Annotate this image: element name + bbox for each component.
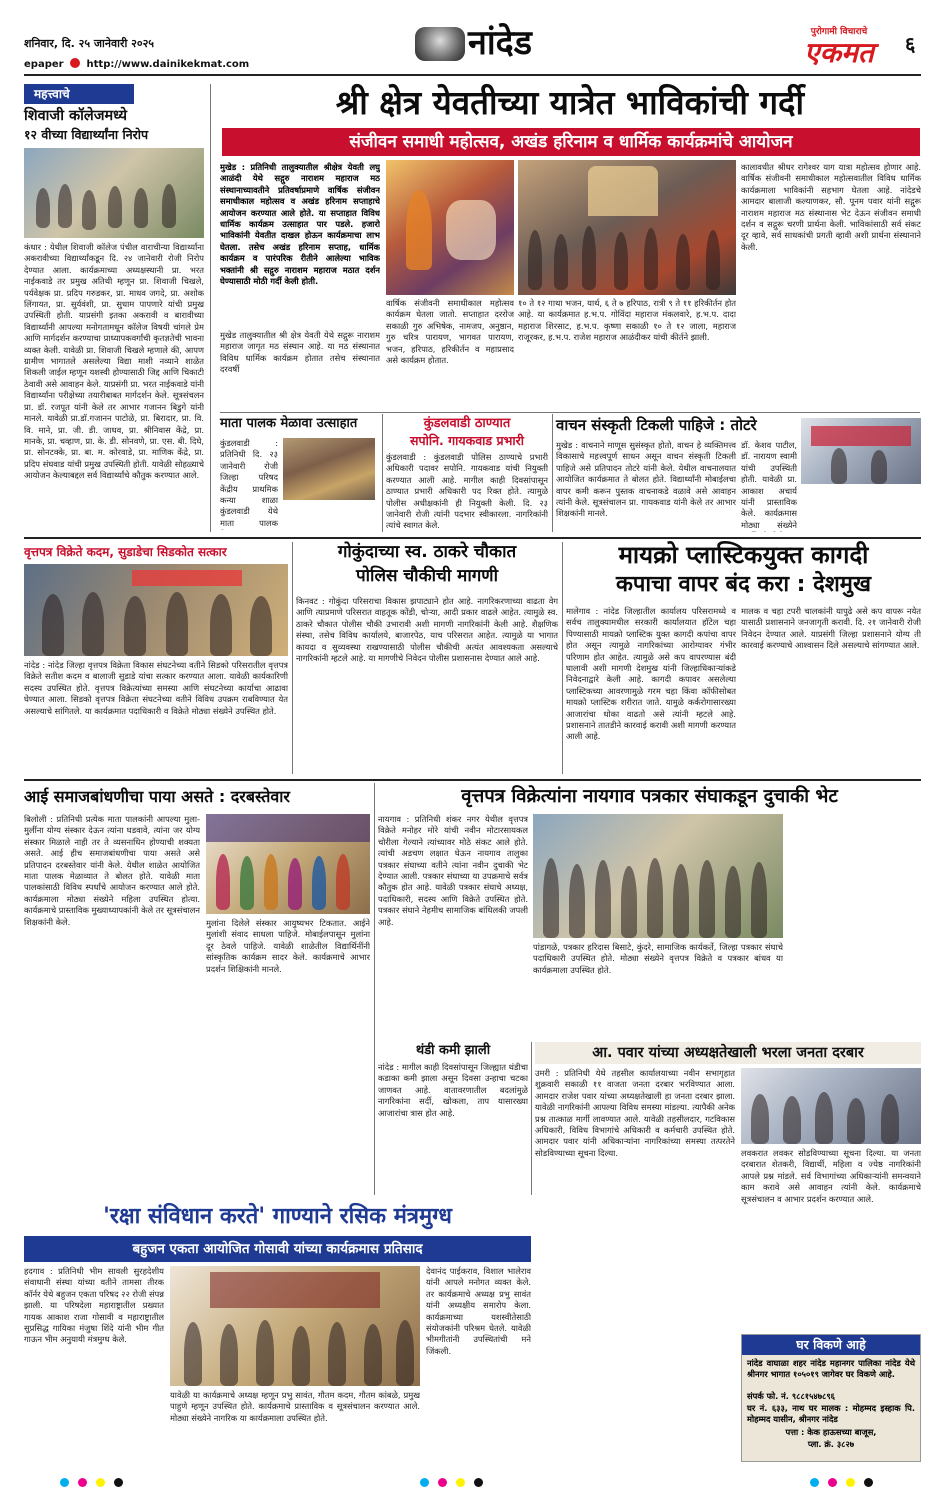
lead-col-1: मुखेड तालुक्यातील श्री क्षेत्र येवती येथे सद्गुरू नाराशम महाराज जागृत मठ संस्थान आहे. या मठ संस्थानात विविध धार्मिक कार्यक्रम होतात तसेच संस्थानात दरवर्षी [220,330,380,375]
lead-col-3: १० ते १२ गाथा भजन, यार्थ, ६ ते ७ हरिपाठ, रात्री ९ ते ११ हरिकीर्तन होत आहे. या कार्यक्रमात ह.भ.प. गोविंदा महाराज मंकलवारे, ह.भ.प. दादा महाराज शिरसाट, ह.भ.प. कृष्णा सकाळी १० ते १२ जाला, महाराज राजूरकर, ह.भ.प. राजेश महाराज आळंदीकर यांची कीर्तने झाली. [518,298,736,343]
side-box-label: महत्त्वाचे [24,84,134,104]
page-number: ६ [905,32,916,56]
mata-palak-body-continued [220,504,380,532]
kundalwadi-subheadline: सपोनि. गायकवाड प्रभारी [410,433,524,448]
vruttapatra-body: नांदेड : नांदेड जिल्हा वृत्तपत्र विक्रेता विकास संघटनेच्या वतीने सिडको परिसरातील वृत्तपत्र विक्रेते सतीश कदम व बालाजी सुडाडे यांचा सत्कार करण्यात आला. यावेळी कार्यकारिणी सदस्य उपस्थित होते. वृत्तपत्र विक्रेत्यांच्या समस्या आणि संघटनेच्या कार्याचा आढावा घेण्यात आला. सिडको वृत्तपत्र विक्रेता संघटनेच्या वतीने विविध उपक्रम राबविण्यात येत असल्याचे सांगितले. या कार्यक्रमात पदाधिकारी व विक्रेते मोठ्या संख्येने उपस्थित होते. [24,660,288,716]
lead-photo-1 [386,160,514,295]
column-divider [374,783,375,1195]
lead-subheadline: संजीवन समाधी महोत्सव, अखंड हरिनाम व धार्मिक कार्यक्रमांचे आयोजन [222,128,920,156]
naygaon-headline: वृत्तपत्र विक्रेत्यांना नायगाव पत्रकार संघाकडून दुचाकी भेट [461,786,838,807]
micro-plastic-headline-1: मायक्रो प्लास्टिकयुक्त कागदी [618,541,869,569]
print-color-bar [0,1474,945,1494]
raksha-subheadline: बहुजन एकता आयोजित गोसावी यांच्या कार्यक्रमास प्रतिसाद [24,1236,531,1262]
vruttapatra-headline: वृत्तपत्र विक्रेते कदम, सुडाडेचा सिडकोत सत्कार [24,545,227,559]
aai-samaj-photo [206,814,370,914]
pawar-body-2: लवकरात लवकर सोडविण्याच्या सूचना दिल्या. या जनता दरबारात शेतकरी, विद्यार्थी, महिला व ज्येष्ठ नागरिकांनी आपले प्रश्न मांडले. सर्व विभागांच्या अधिकाऱ्यांनी समन्वयाने काम करावे असे आवाहन त्यांनी केले. कार्यक्रमाचे सूत्रसंचालन व आभार प्रदर्शन करण्यात आले. [741,1148,921,1204]
section-rule [24,779,921,781]
column-divider [210,84,211,532]
ghar-landmark: पत्ता : केक हाऊसच्या बाजूस, [785,1427,877,1437]
column-divider [292,542,293,774]
column-divider [562,542,563,774]
lead-intro: मुखेड : प्रतिनिधी तालुक्यातील श्रीक्षेत्र येवती लघु आळंदी येथे सद्गुरु नाराशम महाराज मठ संस्थानाच्यावतीने प्रतिवर्षाप्रमाणे वार्षिक संजीवन समाधीकाल महोत्सव व अखंड हरिनाम सप्ताहाचे आयोजन करण्यात आले होते. या सप्ताहात विविध धार्मिक कार्यक्रम उत्साहात पार पडले. हजारो भाविकांनी येवतीत दाखल होऊन कार्यक्रमाचा लाभ घेतला. तसेच अखंड हरिनाम सप्ताह, धार्मिक कार्यक्रम व पारंपरिक रीतीने आलेल्या भाविक भक्तांनी श्री सद्गुरु नाराशम महाराज मठात दर्शन घेण्यासाठी मोठी गर्दी केली होती. [220,162,380,287]
ghar-header: घर विकणे आहे [742,1335,920,1355]
vachan-body-2: डॉ. केशव पाटील, डॉ. नारायण स्वामी यांची उपस्थिती होती. यावेळी प्रा. आकाश अचार्य यांनी प्रास्ताविक केले. कार्यक्रमास मोठ्या संख्येने [741,440,797,530]
raksha-body-2: यावेळी या कार्यक्रमाचे अध्यक्ष म्हणून प्रभु सावंत, गौतम कदम, गौतम कांबळे, प्रमुख पाहुणे म्हणून उपस्थित होते. कार्यक्रमाचे प्रास्ताविक व सूत्रसंचालन करण्यात आले. मोठ्या संख्येने नागरिक या कार्यक्रमाला उपस्थित होते. [170,1390,420,1423]
city-name: नांदेड [468,23,532,63]
naygaon-photo [533,814,783,938]
vruttapatra-photo [24,564,288,656]
pawar-photo [741,1068,921,1144]
column-divider [382,414,383,532]
side-box [24,84,204,532]
raksha-headline: 'रक्षा संविधान करते' गाण्याने रसिक मंत्रमुग्ध [103,1204,452,1229]
gokunda-headline-1: गोकुंदाच्या स्व. ठाकरे चौकात [337,542,517,562]
ghar-contact: संपर्क फो. नं. ९८८१५४७८९६ [747,1391,835,1401]
city-logo-icon [415,27,465,61]
thandi-body: नांदेड : मागील काही दिवसांपासून जिल्ह्यात थंडीचा कडाका कमी झाला असून दिवसा उन्हाचा चटका जाणवत आहे. वातावरणातील बदलांमुळे नागरिकांना सर्दी, खोकला, ताप यासारख्या आजारांचा त्रास होत आहे. [378,1062,528,1118]
date-line: शनिवार, दि. २५ जानेवारी २०२५ [24,37,155,50]
website-link[interactable]: http://www.dainikekmat.com [86,59,250,70]
lead-col-5: कालावधीत श्रीधर रागेश्वर याग यात्रा महोत्सव होणार आहे. वार्षिक संजीवनी समाधीकाल महोत्सवातील विविध धार्मिक कार्यक्रमाला भाविकांनी सहभाग घेतला आहे. नांदेडचे आमदार बालाजी कल्याणकर, सौ. पूनम पवार यांनी सद्गुरू नाराशम महाराज मठ संस्थानास भेट देऊन संजीवन समाधी दर्शन व सद्गुरू चरणी प्रार्थना केली. भाविकांसाठी सर्व संकट दूर व्हावे, सर्व साधकांची प्रगती व्हावी अशी प्रार्थना संस्थानाने केली. [741,162,921,252]
micro-plastic-body-2: मालक व चहा टपरी चालकांनी यापुढे असे कप वापरू नयेत यासाठी प्रशासनाने जनजागृती करावी. दि. २१ जानेवारी रोजी निवेदन देण्यात आले. याप्रसंगी जिल्हा प्रशासनाने योग्य ती कारवाई करण्याचे आश्वासन दिले असल्याचे सांगण्यात आले. [741,606,921,651]
section-rule [24,537,921,539]
side-box-title-2: १२ वीच्या विद्यार्थ्यांना निरोप [24,127,149,142]
raksha-body-3: देवानंद पाईकराव, विशाल भालेराव यांनी आपले मनोगत व्यक्त केले. तर कार्यक्रमाचे अध्यक्ष प्रभु सावंत यांनी अध्यक्षीय समारोप केला. कार्यक्रमाच्या यशस्वीतेसाठी संयोजकांनी परिश्रम घेतले. यावेळी भीमगीतांनी उपस्थितांची मने जिंकली. [426,1266,531,1356]
ghar-body: नांदेड वाघाळा शहर नांदेड महानगर पालिका नांदेड येथे श्रीनगर भागात १०५०१९ जागेवर घर विकणे आहे. [747,1358,915,1380]
kundalwadi-body: कुंडलवाडी : कुंडलवाडी पोलिस ठाण्याचे प्रभारी अधिकारी पदावर सपोनि. गायकवाड यांची नियुक्ती करण्यात आली आहे. मागील काही दिवसांपासून ठाण्यात प्रभारी अधिकारी पद रिक्त होते. त्यामुळे पोलीस अधीक्षकांनी ही नियुक्ती केली. दि. २३ जानेवारी रोजी त्यांनी पदभार स्वीकारला. नागरिकांनी त्यांचे स्वागत केले. [386,452,548,531]
aai-samaj-body: बिलोली : प्रतिनिधी प्रत्येक माता पालकांनी आपल्या मुला-मुलींना योग्य संस्कार देऊन त्यांना घडवावे, त्यांना जर योग्य संस्कार मिळाले नाही तर ते व्यसनाधिन होण्याची शक्यता असते. आई हीच समाजबांधणीचा पाया असते असे प्रतिपादन दरबस्तेवार यांनी केले. येथील शाळेत आयोजित माता पालक मेळाव्यात ते बोलत होते. यावेळी माता पालकांसाठी विविध स्पर्धांचे आयोजन करण्यात आले होते. कार्यक्रमाला मोठ्या संख्येने महिला उपस्थित होत्या. कार्यक्रमाचे प्रास्ताविक मुख्याध्यापकांनी केले तर सूत्रसंचालन शिक्षकांनी केले. [24,814,200,927]
brand-name: एकमत [804,36,874,69]
raksha-photo [170,1266,420,1386]
gokunda-headline-2: पोलिस चौकीची मागणी [355,566,498,586]
micro-plastic-headline-2: कपाचा वापर बंद करा : देशमुख [616,572,871,597]
pawar-headline: आ. पवार यांच्या अध्यक्षतेखाली भरला जनता दरबार [535,1042,921,1064]
masthead-rule [24,74,921,76]
side-box-photo [24,148,204,238]
pawar-body: उमरी : प्रतिनिधी येथे तहसील कार्यालयाच्या नवीन सभागृहात शुक्रवारी सकाळी ११ वाजता जनता दरबार भरविण्यात आला. आमदार राजेश पवार यांच्या अध्यक्षतेखाली हा जनता दरबार झाला. यावेळी नागरिकांनी आपल्या विविध समस्या मांडल्या. त्यापैकी अनेक प्रश्न तात्काळ मार्गी लावण्यात आले. यावेळी तहसीलदार, गटविकास अधिकारी, विविध विभागांचे अधिकारी व कर्मचारी उपस्थित होते. आमदार पवार यांनी अधिकाऱ्यांना नागरिकांच्या समस्या तत्परतेने सोडविण्याच्या सूचना दिल्या. [535,1068,735,1158]
ghar-plot: प्ला. क्रं. ३८२७ [807,1439,855,1449]
vachan-body: मुखेड : वाचनाने माणूस सुसंस्कृत होतो, वाचन हे व्यक्तिमत्त्व विकासाचे महत्त्वपूर्ण साधन असून वाचन संस्कृती टिकली पाहिजे असे प्रतिपादन तोटरे यांनी केले. येथील वाचनालयात आयोजित कार्यक्रमात ते बोलत होते. विद्यार्थ्यांनी मोबाईलचा वापर कमी करून पुस्तक वाचनाकडे वळावे असे आवाहन त्यांनी केले. सूत्रसंचालन प्रा. गायकवाड यांनी केले तर आभार शिक्षकांनी मानले. [556,440,736,519]
kundalwadi-headline: कुंडलवाडी ठाण्यात [423,416,511,431]
brand-box [783,24,895,70]
globe-icon [70,58,80,68]
vachan-photo [801,418,921,484]
thandi-headline: थंडी कमी झाली [415,1043,491,1058]
mata-palak-headline: माता पालक मेळावा उत्साहात [220,416,358,431]
ghar-classified [741,1334,921,1462]
naygaon-body-3 [788,814,921,1038]
ghar-address: घर नं. ६३३, नाथ घर मालक : मोहम्मद इस्हाक पि. मोहम्मद यासीन, श्रीनगर नांदेड [747,1403,915,1425]
lead-bottom-rule [220,412,920,413]
column-divider [531,1042,532,1195]
vachan-body-3 [801,488,921,532]
side-box-body: कंधार : येथील शिवाजी कॉलेज पंचील वाराचीन्या विद्यार्थ्यांना अकरावीच्या विद्यार्थ्यांकडून दि. २४ जानेवारी रोजी निरोप देण्यात आला. कार्यक्रमाच्या अध्यक्षस्थानी प्रा. भरत नाईकवाडे तर प्रमुख अतिथी म्हणून प्रा. शिवाजी चिखले, पर्यवेक्षक प्रा. प्रदिप गरुडकर, प्रा. माधव जगदे, प्रा. अशोक लिंगायत, प्रा. सुर्यवंशी, प्रा. सुधाम पापणारे यांची प्रमुख उपस्थिती होती. याप्रसंगी इतका अकरावी व बारावीच्या विद्यार्थ्यांनी आपल्या मनोगतामधून कॉलेज विषयी चांगले प्रेम आणि मार्गदर्शन करण्याचा प्राध्यापकवर्गांची कृतज्ञतेची भावना व्यक्त केली. यावेळी प्रा. शिवाजी चिखले म्हणाले की, आपण ग्रामीण भागातले असलेल्या विद्या माशी नव्याने शाळेत शिकली जाईल म्हणून यशस्वी होण्यासाठी जिद्द आणि चिकाटी ठेवावी असे आवाहन केले. याप्रसंगी प्रा. भरत नाईकवाडे यांनी विद्यार्थ्यांना परीक्षेच्या तयारीबाबत मार्गदर्शन केले. सूत्रसंचलन प्रा. डॉ. रजपूत यांनी केले तर आभार गजानन बिडुगे यांनी मानले. यावेळी प्रा.डॉ.गजानन पाटोळे, प्रा. बिरादार, प्रा. वि. वि. माने, प्रा. जी. डी. जाधव, प्रा. श्रीनिवास केंद्रे, प्रा. मानके, प्रा. चव्हाण, प्रा. के. डी. सोनवणे, प्रा. एस. बी. दिघे, प्रा. सोनटक्के, प्रा. बा. म. कोरवाडे, प्रा. माणिक केंद्रे, प्रा. प्रदिप संघवाड यांची प्रमुख उपस्थिती होती. यावेळी सोहळ्याचे आयोजन केल्याबद्दल सर्व विद्यार्थ्यांचे कौतुक करण्यात आले. [24,242,204,481]
naygaon-body: नायगाव : प्रतिनिधी शंकर नगर येथील वृत्तपत्र विक्रेते मनोहर मोरे यांची नवीन मोटारसायकल चोरीला गेल्याने त्यांच्यावर मोठे संकट आले होते. त्यांची अडचण लक्षात घेऊन नायगाव तालुका पत्रकार संघाच्या वतीने त्यांना नवीन दुचाकी भेट देण्यात आली. पत्रकार संघाच्या या उपक्रमाचे सर्वत्र कौतुक होत आहे. यावेळी पत्रकार संघाचे अध्यक्ष, पदाधिकारी, सदस्य आणि विक्रेते उपस्थित होते. पत्रकार संघाने नेहमीच सामाजिक बांधिलकी जपली आहे. [378,814,528,927]
micro-plastic-body: मालेगाव : नांदेड जिल्हातील कार्यालय परिसरामध्ये व सर्वच तालुक्यामधील सरकारी कार्यालयात हॉटेल चहा पिण्यासाठी मायक्रो प्लास्टिक युक्त कागदी कपांचा वापर होत असून त्यामुळे नागरिकांच्या आरोग्यावर गंभीर परिणाम होत आहेत. त्यामुळे असे कप वापरण्यास बंदी घालावी अशी मागणी देशमुख यांनी जिल्हाधिकाऱ्यांकडे निवेदनाद्वारे केली आहे. कागदी कपावर असलेल्या प्लास्टिकच्या आवरणामुळे गरम चहा किंवा कॉफीसोबत मायक्रो प्लास्टिक शरीरात जाते. यामुळे कर्करोगासारख्या आजारांचा धोका वाढतो असे त्यांनी म्हटले आहे. प्रशासनाने तातडीने कारवाई करावी अशी मागणी करण्यात आली आहे. [566,606,736,742]
masthead [0,0,945,78]
lead-headline: श्री क्षेत्र येवतीच्या यात्रेत भाविकांची गर्दी [335,83,805,122]
naygaon-body-2: पांडागळे, पत्रकार हरिदास बिसाटे, कुंदरे, सामाजिक कार्यकर्ते, जिल्हा पत्रकार संघाचे पदाधिकारी उपस्थित होते. मोठ्या संख्येने वृत्तपत्र विक्रेते व पत्रकार बांधव या कार्यक्रमाला उपस्थित होते. [533,942,783,975]
aai-samaj-body-2: मुलांना दिलेले संस्कार आयुष्यभर टिकतात. आईने मुलांशी संवाद साधला पाहिजे. मोबाईलपासून मुलांना दूर ठेवले पाहिजे. यावेळी शाळेतील विद्यार्थिनींनी सांस्कृतिक कार्यक्रम सादर केले. कार्यक्रमाचे आभार प्रदर्शन शिक्षिकांनी मानले. [206,918,370,974]
lead-col-2: वार्षिक संजीवनी समाधीकाल महोत्सव कार्यक्रम घेतला जातो. सप्ताहात दररोज सकाळी गुरु अभिषेक, नामजप, अनुष्ठान, गुरु चरित्र पारायण, भागवत पारायण, भजन, हरिपाठ, हरिकीर्तन व महाप्रसाद असे कार्यक्रम होतात. [386,298,514,366]
aai-samaj-headline: आई समाजबांधणीचा पाया असते : दरबस्तेवार [24,787,290,806]
brand-tagline: पुरोगामी विचाराचे [810,27,868,37]
epaper-label: epaper [24,59,64,70]
mata-palak-body: कुंडलवाडी : प्रतिनिधी दि. २३ जानेवारी रोजी जिल्हा परिषद केंद्रीय प्राथमिक कन्या शाळा कुंडलवाडी येथे माता पालक [220,438,278,528]
epaper-bar [24,58,249,70]
column-divider [552,414,553,532]
gokunda-body: किनवट : गोकुंदा परिसराचा विकास झपाट्याने होत आहे. नागरिकरणाच्या वाढता वेग आणि त्याप्रमाणे परिसरात वाहतूक कोंडी, चोऱ्या, आदी प्रकार वाढले आहेत. त्यामुळे स्व. ठाकरे चौकात पोलीस चौकी उभारावी अशी मागणी नागरिकांनी केली आहे. शैक्षणिक संस्था, तसेच विविध कार्यालये, बाजारपेठ, याच परिसरात आहेत. त्यामुळे या भागात कायदा व सुव्यवस्था राखण्यासाठी पोलीस चौकीची अत्यंत आवश्यकता असल्याचे नागरिकांनी म्हटले आहे. या मागणीचे निवेदन पोलीस प्रशासनास देण्यात आले आहे. [296,596,558,664]
lead-photo-2 [518,160,736,295]
raksha-body: हदगाव : प्रतिनिधी भीम सावली सुरहदेशीय संवाधानी संस्था यांच्या वतीने तामसा तीरक कॉर्नर येथे बहुजन एकता परिषद २२ रोजी संपन्न झाली. या परिषदेला महाराष्ट्रातील प्रख्यात गायक आकाश राजा गोसावी व महाराष्ट्रातील सुप्रसिद्ध गायिका मंजुषा शिंदे यांनी भीम गीत गाऊन भीम अनुयायी मंत्रमुग्ध केले. [24,1266,164,1345]
vachan-headline: वाचन संस्कृती टिकली पाहिजे : तोटरे [556,416,757,434]
mata-palak-photo [283,438,375,500]
side-box-title-1: शिवाजी कॉलेजमध्ये [24,108,128,124]
